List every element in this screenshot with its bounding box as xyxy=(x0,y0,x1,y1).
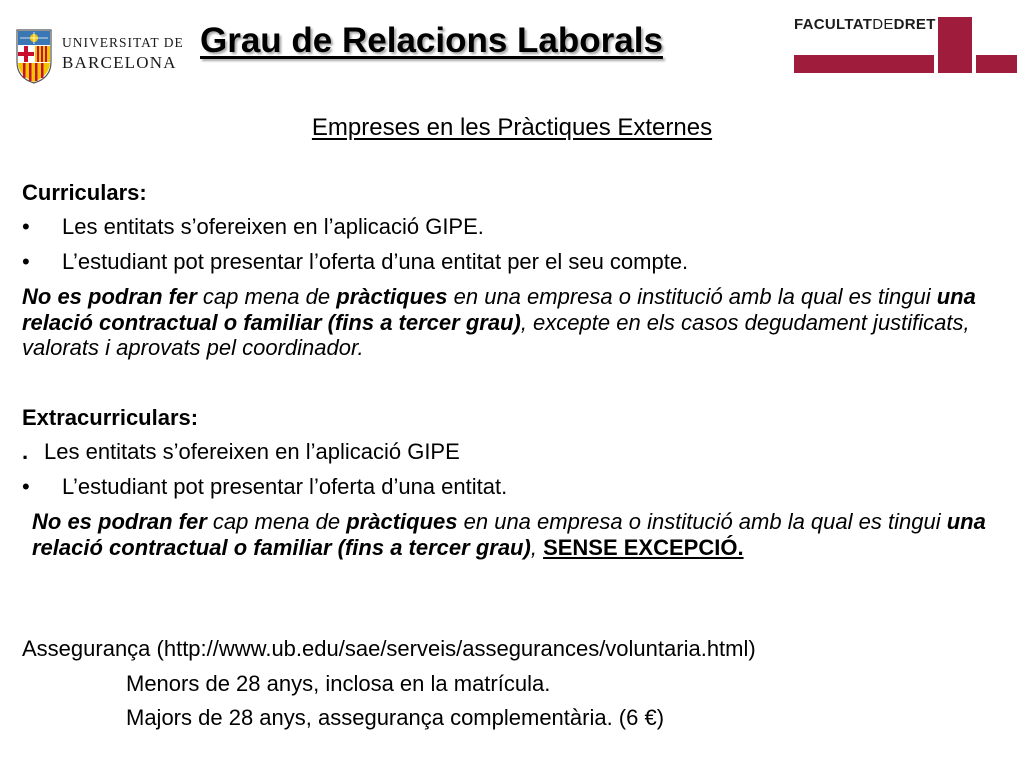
extracurriculars-heading: Extracurriculars: xyxy=(22,405,199,430)
bullet-text: Les entitats s’ofereixen en l’aplicació GIPE. xyxy=(62,214,484,239)
faculty-logo-bar-left xyxy=(794,55,934,73)
item-text: Les entitats s’ofereixen en l’aplicació GIPE xyxy=(44,439,460,464)
insurance-line: Assegurança (http://www.ub.edu/sae/serveis/assegurances/voluntaria.html) xyxy=(22,636,756,661)
note-emphasis: pràctiques xyxy=(346,509,458,534)
faculty-logo-text xyxy=(794,16,936,33)
university-logo xyxy=(14,28,184,84)
note-text: cap mena de xyxy=(196,284,337,309)
faculty-logo-word1: FACULTAT xyxy=(794,16,873,33)
university-name-line1: UNIVERSITAT DE xyxy=(62,35,184,50)
bullet-icon: • xyxy=(22,249,30,274)
ub-crest-icon xyxy=(14,28,54,84)
note-text: , excepte en els casos degudament justificats, valorats i aprovats pel coordinador. xyxy=(22,309,970,360)
note-emphasis: No es podran fer xyxy=(22,284,197,309)
note-emphasis: pràctiques xyxy=(336,284,448,309)
faculty-logo-block-right-lower xyxy=(976,55,1017,73)
note-text: cap mena de xyxy=(206,509,347,534)
faculty-logo-word2: DE xyxy=(872,16,894,33)
note-text: , xyxy=(530,534,544,560)
curriculars-heading: Curriculars: xyxy=(22,180,147,205)
faculty-logo-word3: DRET xyxy=(893,16,936,33)
bullet-icon: • xyxy=(22,214,30,239)
page-title: Grau de Relacions Laborals xyxy=(200,21,663,60)
note-emphasis: una relació contractual o familiar (fins a tercer grau) xyxy=(22,284,976,335)
section-subtitle: Empreses en les Pràctiques Externes xyxy=(311,114,713,141)
insurance-under-28: Menors de 28 anys, inclosa en la matrícula. xyxy=(126,671,551,696)
note-text: en una empresa o institució amb la qual es tingui xyxy=(447,284,937,309)
bullet-icon: • xyxy=(22,474,30,499)
faculty-logo-block-middle xyxy=(938,17,972,73)
note-emphasis: No es podran fer xyxy=(32,509,207,534)
extracurriculars-note xyxy=(32,509,992,560)
bullet-text: L’estudiant pot presentar l’oferta d’una entitat per el seu compte. xyxy=(62,249,689,274)
curriculars-note xyxy=(22,284,1012,361)
insurance-over-28: Majors de 28 anys, assegurança complementària. (6 €) xyxy=(126,705,665,730)
note-emphasis: una relació contractual o familiar (fins a tercer grau) xyxy=(32,509,986,560)
item-text: L’estudiant pot presentar l’oferta d’una entitat. xyxy=(62,474,508,499)
item-marker: . xyxy=(22,439,29,464)
note-text: en una empresa o institució amb la qual es tingui xyxy=(457,509,947,534)
university-name-line2: BARCELONA xyxy=(62,53,177,72)
faculty-logo xyxy=(792,14,1017,76)
note-emphasis-underlined: SENSE EXCEPCIÓ. xyxy=(543,534,744,560)
